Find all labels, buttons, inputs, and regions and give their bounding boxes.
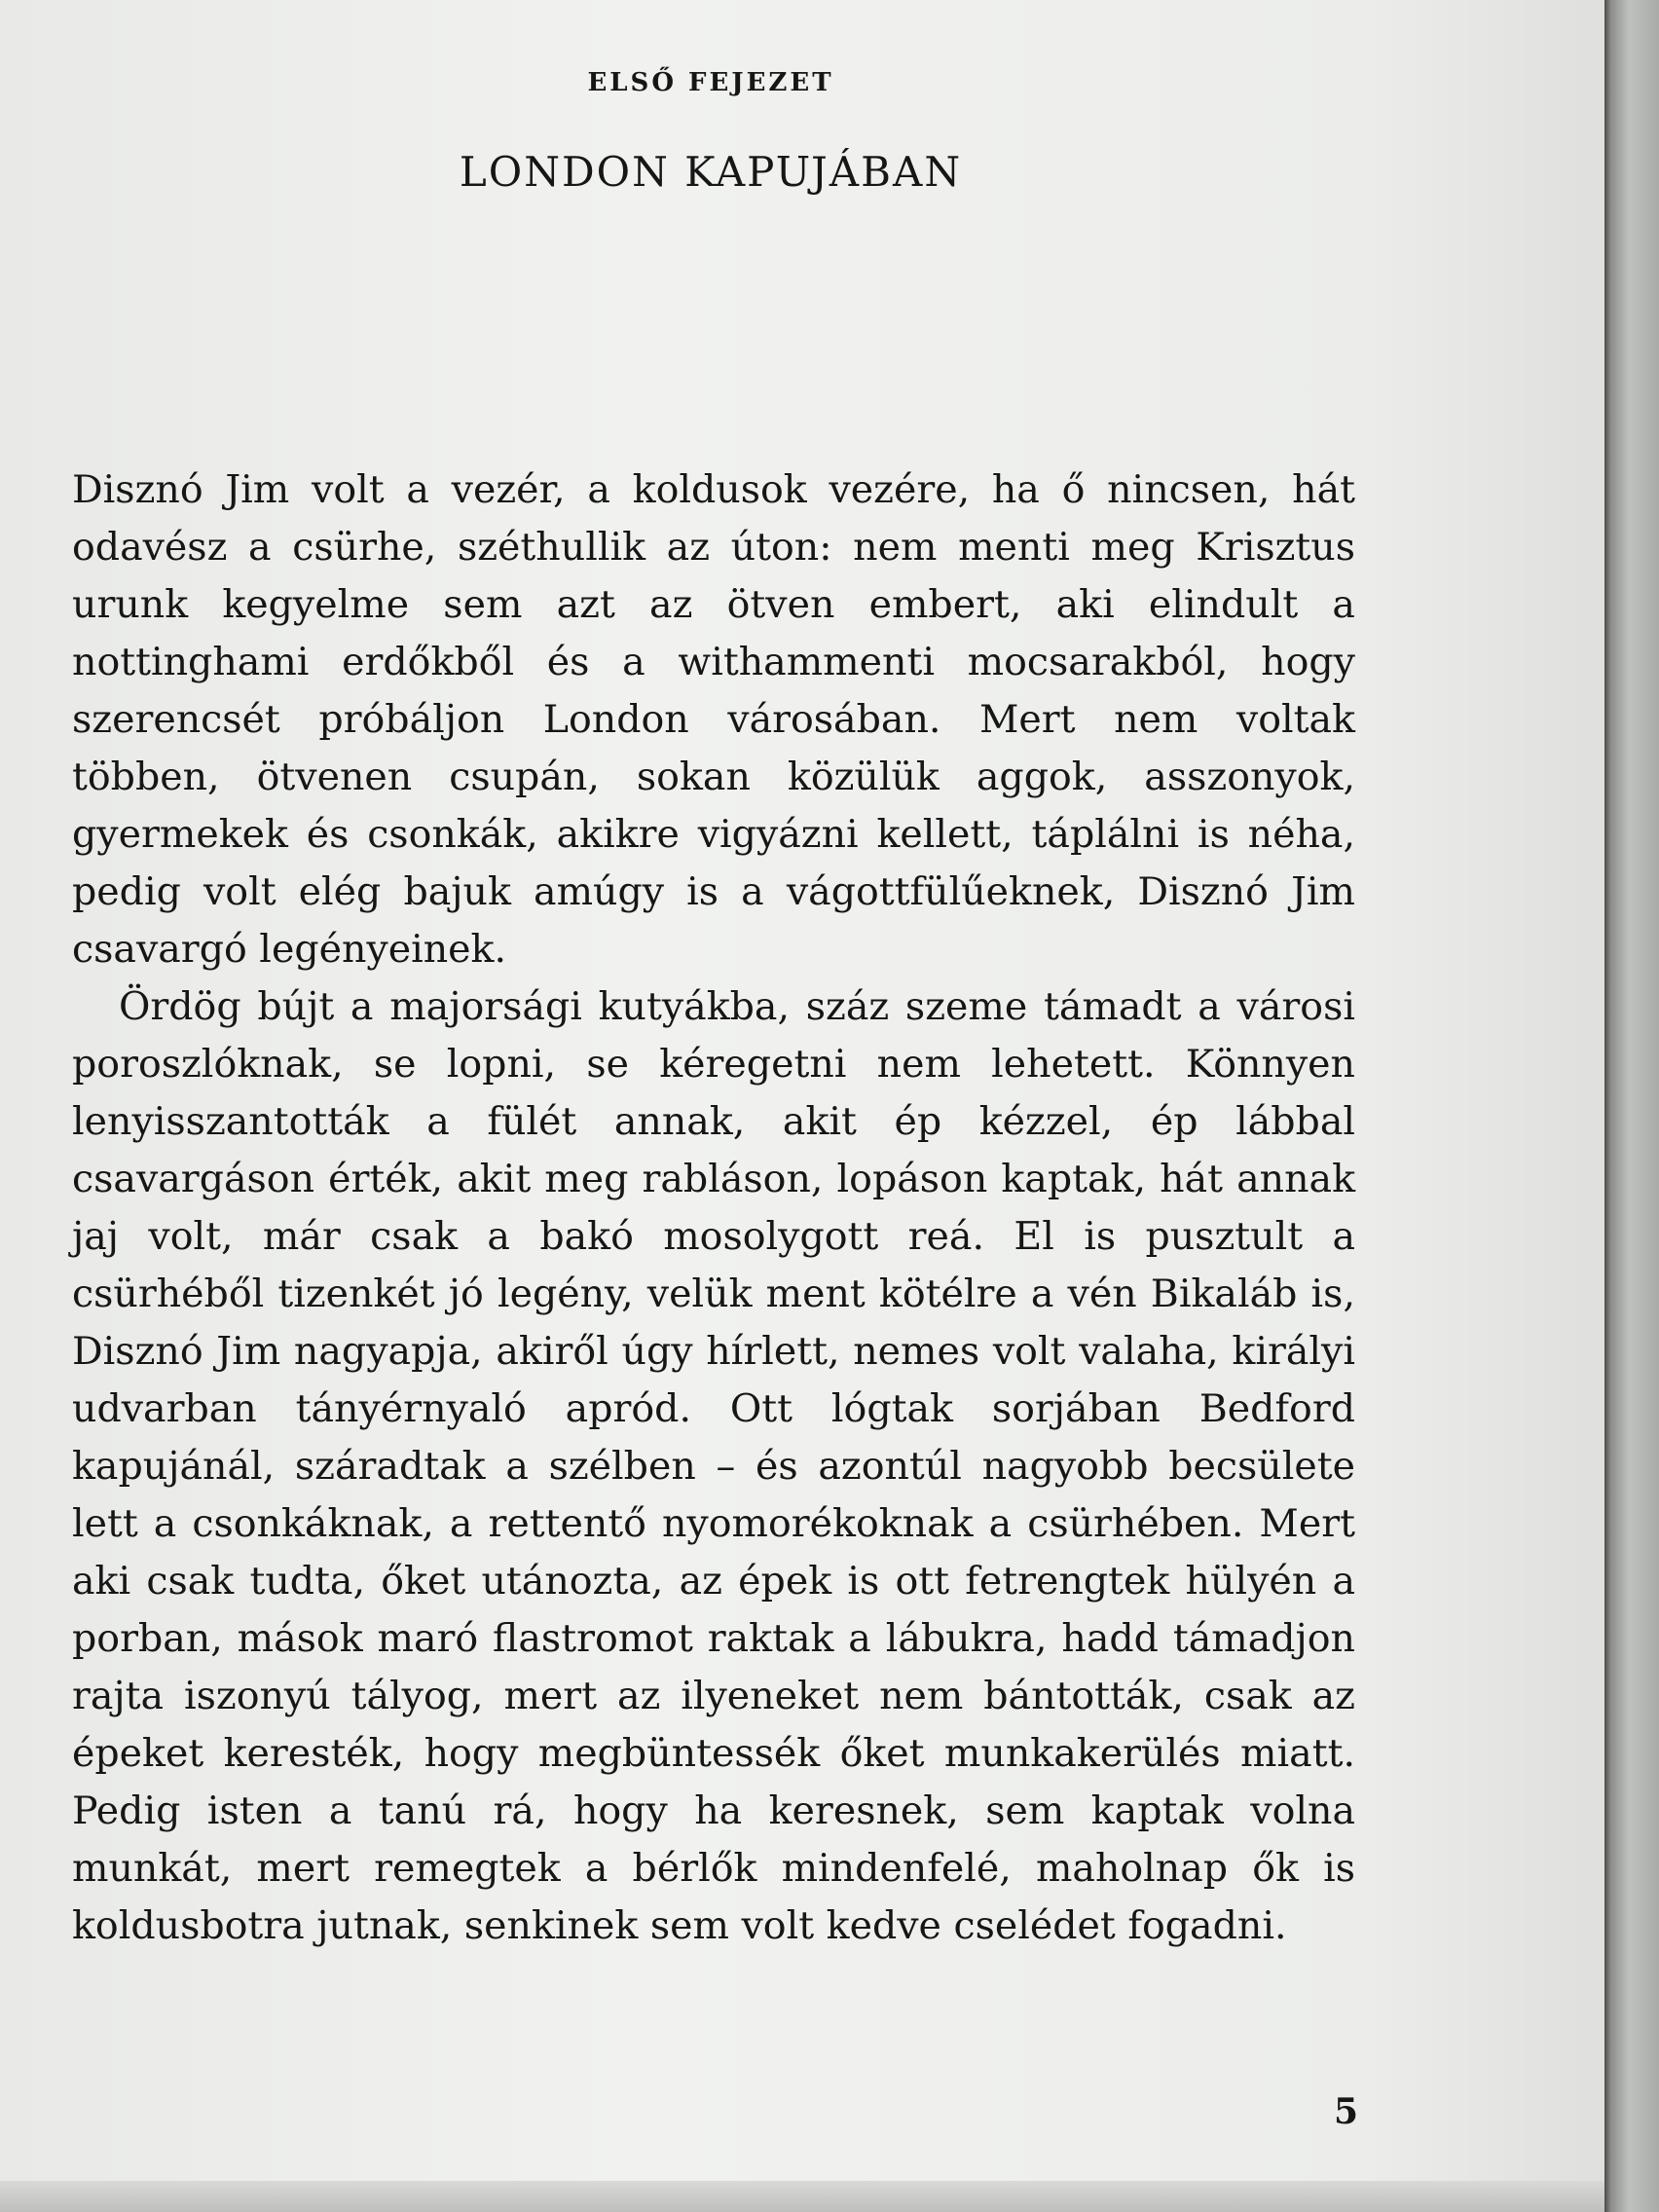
chapter-title: LONDON KAPUJÁBAN [459, 148, 963, 196]
book-spine-edge [1604, 0, 1659, 2212]
chapter-label: ELSŐ FEJEZET [587, 68, 834, 97]
paragraph-1: Disznó Jim volt a vezér, a koldusok vezére, ha ő nincsen, hát odavész a csürhe, széthullik az úton: nem menti meg Krisztus urunk kegyelme sem azt az ötven embert, aki elindult a nottinghami erdőkből és a withammenti mocsarakból, hogy szerencsét próbáljon London városában. Mert nem voltak többen, ötvenen csupán, sokan közülük aggok, asszonyok, gyermekek és csonkák, akikre vigyázni kellett, táplálni is néha, pedig volt elég bajuk amúgy is a vágottfülűeknek, Disznó Jim csavargó legényeinek. [72, 467, 1355, 972]
page-number: 5 [1334, 2091, 1359, 2132]
paragraph-2: Ördög bújt a majorsági kutyákba, száz szeme támadt a városi poroszlóknak, se lopni, se kéregetni nem lehetett. Könnyen lenyisszantották a fülét annak, akit ép kézzel, ép lábbal csavargáson érték, akit meg rabláson, lopáson kaptak, hát annak jaj volt, már csak a bakó mosolygott reá. El is pusztult a csürhéből tizenkét jó legény, velük ment kötélre a vén Bikaláb is, Disznó Jim nagyapja, akiről úgy hírlett, nemes volt valaha, királyi udvarban tányérnyaló apród. Ott lógtak sorjában Bedford kapujánál, száradtak a szélben – és azontúl nagyobb becsülete lett a csonkáknak, a rettentő nyomorékoknak a csürhében. Mert aki csak tudta, őket utánozta, az épek is ott fetrengtek hülyén a porban, mások maró flastromot raktak a lábukra, hadd támadjon rajta iszonyú tályog, mert az ilyeneket nem bántották, csak az épeket keresték, hogy megbüntessék őket munkakerülés miatt. Pedig isten a tanú rá, hogy ha keresnek, sem kaptak volna munkát, mert remegtek a bérlők mindenfelé, maholnap ők is koldusbotra jutnak, senkinek sem volt kedve cselédet fogadni. [72, 984, 1355, 1948]
page-bottom-strip [0, 2181, 1604, 2212]
body-text [72, 461, 1355, 1955]
